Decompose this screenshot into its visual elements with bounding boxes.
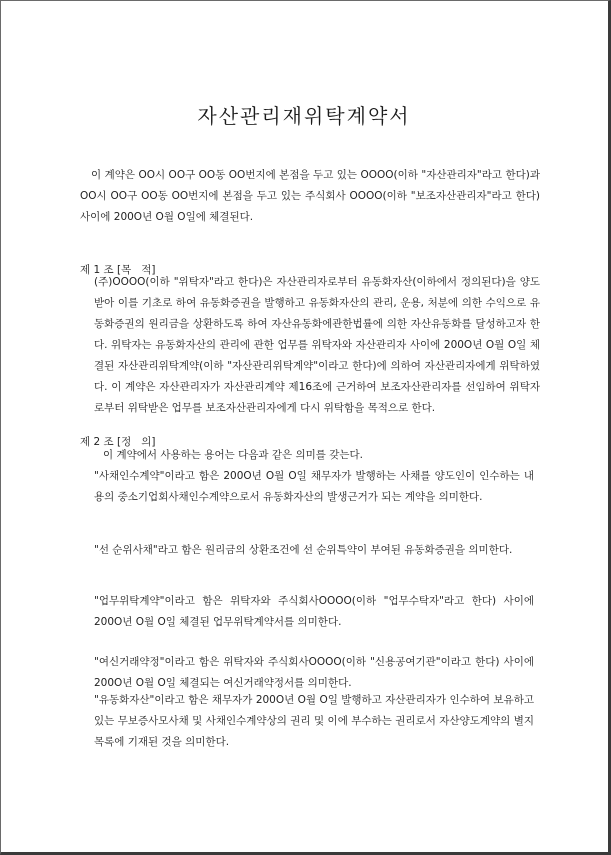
intro-paragraph: 이 계약은 OO시 OO구 OO동 OO번지에 본점을 두고 있는 OOOO(이하 "자산관리자"라고 한다)과 OO시 OO구 OO동 OO번지에 본점을 두고 있는 주식회사 OOOO(이하 "보조자산관리자"라고 한다) 사이에 200O년 O월 O일에 체결된다. [80,169,540,223]
definition-item: "여신거래약정"이라고 함은 위탁자와 주식회사OOOO(이하 "신용공여기관"이라고 한다) 사이에 200O년 O월 O일 체결되는 여신거래약정서를 의미한다. [94,656,534,689]
document-title: 자산관리재위탁계약서 [197,104,411,128]
definition-item: "업무위탁계약"이라고 함은 위탁자와 주식회사OOOO(이하 "업무수탁자"라고 한다) 사이에 200O년 O월 O일 체결된 업무위탁계약서를 의미한다. [94,595,534,628]
article-2-lead: 이 계약에서 사용하는 용어는 다음과 같은 의미를 갖는다. [103,449,363,461]
definition-item: "유동화자산"이라고 함은 채무자가 200O년 O월 O일 발행하고 자산관리자가 인수하여 보유하고 있는 무보증사모사채 및 사채인수계약상의 권리 및 이에 부수하는 권리로서 자산양도계약의 별지 목록에 기재된 것을 의미한다. [94,694,534,748]
article-1-heading: 제 1 조 [목 적] [80,264,156,276]
definition-item: "사채인수계약"이라고 함은 200O년 O월 O일 채무자가 발행하는 사채를 양도인이 인수하는 내용의 중소기업회사채인수계약으로서 유동화자산의 발생근거가 되는 계약을 의미한다. [94,470,534,503]
article-1-body: (주)OOOO(이하 "위탁자"라고 한다)은 자산관리자로부터 유동화자산(이하에서 정의된다)을 양도받아 이를 기초로 하여 유동화증권을 발행하고 유동화자산의 관리, 운용, 처분에 의한 수익으로 유동화증권의 원리금을 상환하도록 하여 자산유동화에관한법률에 의한 자산유동화를 달성하고자 한다. 위탁자는 유동화자산의 관리에 관한 업무를 위탁자와 자산관리자 사이에 200O년 O월 O일 체결된 자산관리위탁계약(이하 "자산관리위탁계약"이라고 한다)에 의하여 자산관리자에게 위탁하였다. 이 계약은 자산관리자가 자산관리계약 제16조에 근거하여 보조자산관리자를 선임하여 위탁자로부터 위탁받은 업무를 보조자산관리자에게 다시 위탁함을 목적으로 한다. [94,276,540,414]
definition-item: "선 순위사채"라고 함은 원리금의 상환조건에 선 순위특약이 부여된 유동화증권을 의미한다. [94,544,513,556]
article-2-heading: 제 2 조 [정 의] [80,436,156,448]
